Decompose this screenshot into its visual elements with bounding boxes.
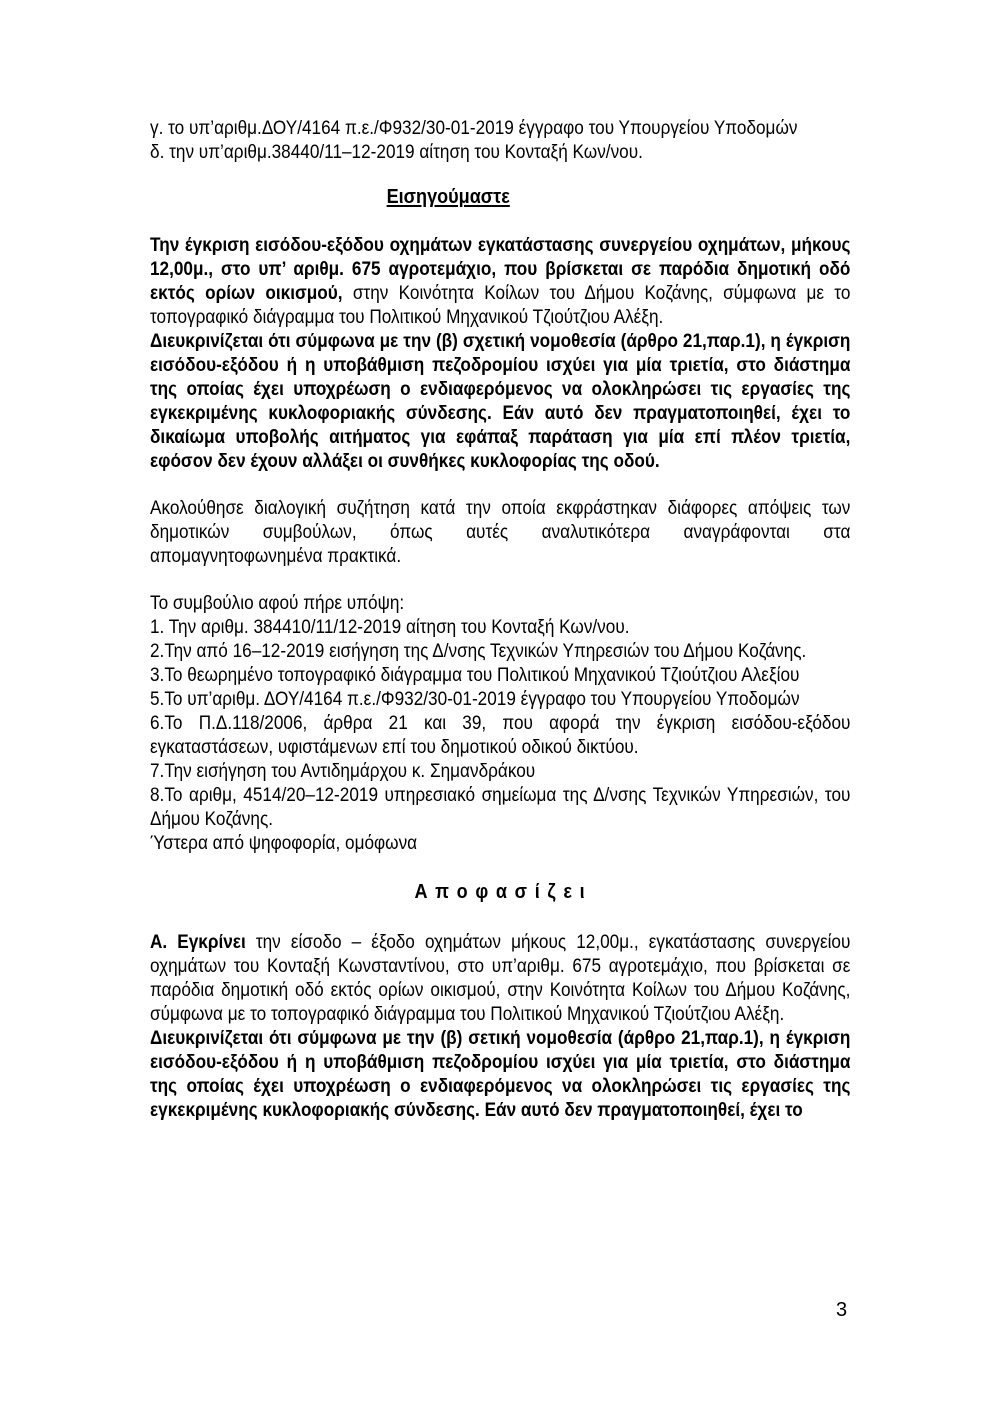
document-content [150,116,850,1122]
reference-line-c: γ. το υπ’αριθμ.ΔΟΥ/4164 π.ε./Φ932/30-01-2019 έγγραφο του Υπουργείου Υποδομών [150,117,798,139]
proposal-paragraph [150,233,850,329]
consideration-item-5: 5.Το υπ’αριθμ. ΔΟΥ/4164 π.ε./Φ932/30-01-2019 έγγραφο του Υπουργείου Υποδομών [150,688,800,710]
section-heading-decision: Α π ο φ α σ ί ζ ε ι [414,880,586,903]
consideration-item-8: 8.Το αριθμ, 4514/20–12-2019 υπηρεσιακό σημείωμα της Δ/νσης Τεχνικών Υπηρεσιών, του Δήμου Κοζάνης. [150,784,851,830]
reference-line-d: δ. την υπ’αριθμ.38440/11–12-2019 αίτηση του Κονταξή Κων/νου. [150,141,643,163]
page-number: 3 [836,1299,848,1321]
clarification-paragraph-2: Διευκρινίζεται ότι σύμφωνα με την (β) σετική νομοθεσία (άρθρο 21,παρ.1), η έγκριση εισόδου-εξόδου ή η υποβάθμιση πεζοδρομίου ισχύει για μία τριετία, στο διάστημα της οποίας έχει υποχρέωση ο ενδιαφερόμενος να ολοκληρώσει τις εργασίες της εγκεκριμένης κυκλοφοριακής σύνδεσης. Εάν αυτό δεν πραγματοποιηθεί, έχει το [150,1027,851,1121]
consideration-item-7: 7.Την εισήγηση του Αντιδημάρχου κ. Σημανδράκου [150,760,536,782]
consideration-item-6: 6.Το Π.Δ.118/2006, άρθρα 21 και 39, που αφορά την έγκριση εισόδου-εξόδου εγκαταστάσεων, υφιστάμενων επί του δημοτικού οδικού δικτύου. [150,712,851,758]
clarification-paragraph-1: Διευκρινίζεται ότι σύμφωνα με την (β) σχετική νομοθεσία (άρθρο 21,παρ.1), η έγκριση εισόδου-εξόδου ή η υποβάθμιση πεζοδρομίου ισχύει για μία τριετία, στο διάστημα της οποίας έχει υποχρέωση ο ενδιαφερόμενος να ολοκληρώσει τις εργασίες της εγκεκριμένης κυκλοφοριακής σύνδεσης. Εάν αυτό δεν πραγματοποιηθεί, έχει το δικαίωμα υποβολής αιτήματος για εφάπαξ παράταση για μία επί πλέον τριετία, εφόσον δεν έχουν αλλάξει οι συνθήκες κυκλοφορίας της οδού. [150,330,851,472]
section-heading-proposal [150,185,746,209]
proposal-normal-text: στην Κοινότητα Κοίλων του Δήμου Κοζάνης, σύμφωνα με το τοπογραφικό διάγραμμα του Πολιτικού Μηχανικού Τζιούτζιου Αλέξη. [150,282,851,328]
council-intro-line: Το συμβούλιο αφού πήρε υπόψη: [150,592,405,614]
proposal-heading-text: Εισηγούμαστε [386,185,510,208]
consideration-item-1: 1. Την αριθμ. 384410/11/12-2019 αίτηση του Κονταξή Κων/νου. [150,616,630,638]
proposal-bold-text: Την έγκριση εισόδου-εξόδου οχημάτων εγκατάστασης συνεργείου οχημάτων, μήκους 12,00μ., στο υπ’ αριθμ. 675 αγροτεμάχιο, που βρίσκεται σε παρόδια δημοτική οδό εκτός ορίων οικισμού, [150,234,851,304]
consideration-item-3: 3.Το θεωρημένο τοπογραφικό διάγραμμα του Πολιτικού Μηχανικού Τζιούτζιου Αλεξίου [150,664,800,686]
decision-normal-text: την είσοδο – έξοδο οχημάτων μήκους 12,00μ., εγκατάστασης συνεργείου οχημάτων του Κονταξή Κωνσταντίνου, στο υπ’αριθμ. 675 αγροτεμάχιο, που βρίσκεται σε παρόδια δημοτική οδό εκτός ορίων οικισμού, στην Κοινότητα Κοίλων του Δήμου Κοζάνης, σύμφωνα με το τοπογραφικό διάγραμμα του Πολιτικού Μηχανικού Τζιούτζιου Αλέξη. [150,931,851,1025]
consideration-item-2: 2.Την από 16–12-2019 εισήγηση της Δ/νσης Τεχνικών Υπηρεσιών του Δήμου Κοζάνης. [150,640,807,662]
decision-paragraph [150,930,850,1026]
vote-result-line: Ύστερα από ψηφοφορία, ομόφωνα [150,832,418,854]
decision-bold-lead: Α. Εγκρίνει [150,931,246,953]
discussion-paragraph: Ακολούθησε διαλογική συζήτηση κατά την οποία εκφράστηκαν διάφορες απόψεις των δημοτικών συμβούλων, όπως αυτές αναλυτικότερα αναγράφονται στα απομαγνητοφωνημένα πρακτικά. [150,497,851,567]
